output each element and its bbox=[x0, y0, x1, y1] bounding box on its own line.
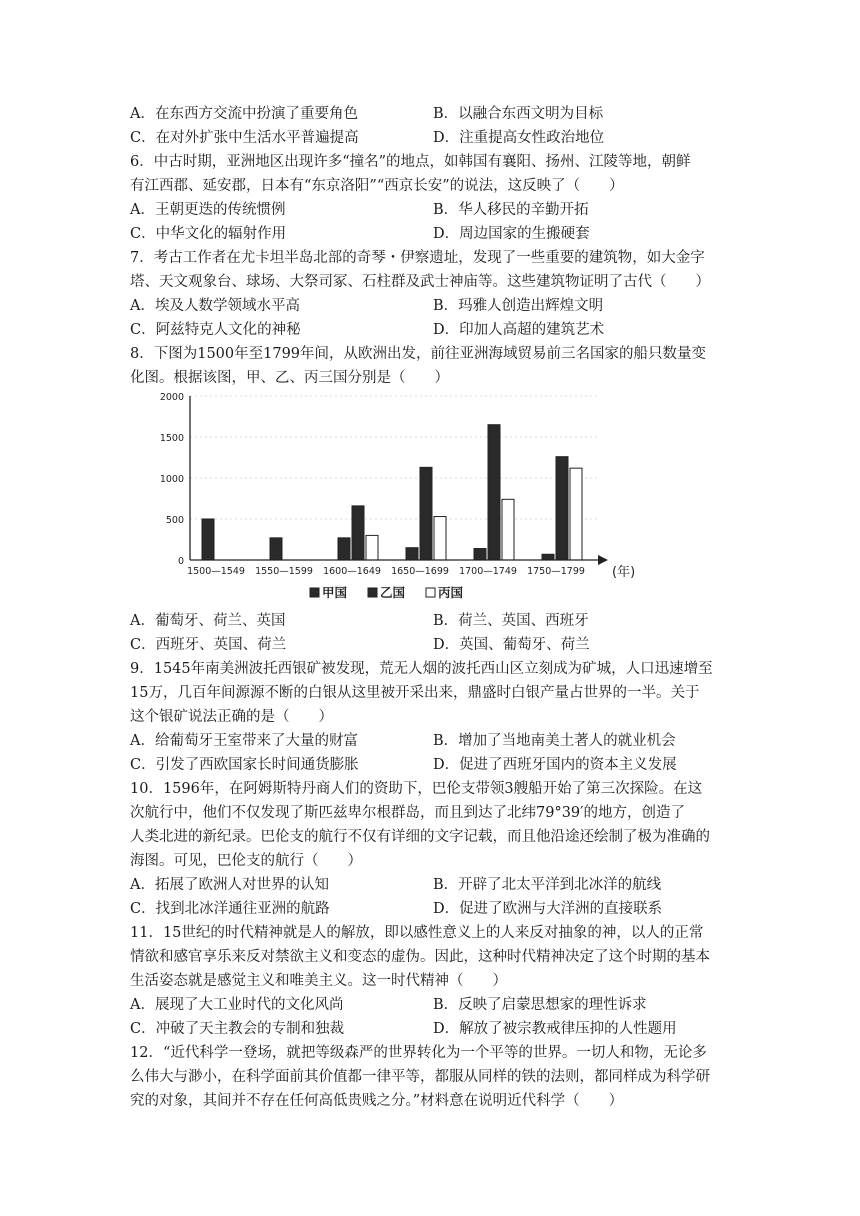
chart-bar-0-3 bbox=[406, 548, 418, 560]
chart-x-tick-label: 1600—1649 bbox=[323, 566, 381, 577]
q8-option-d: D．英国、葡萄牙、荷兰 bbox=[433, 637, 590, 653]
q9-option-c: C．引发了西欧国家长时间通货膨胀 bbox=[130, 757, 359, 773]
chart-x-tick-label: 1700—1749 bbox=[459, 566, 517, 577]
q6-stem-line-1: 6．中古时期，亚洲地区出现许多“撞名”的地点，如韩国有襄阳、扬州、江陵等地，朝鲜 bbox=[130, 154, 691, 170]
q11-stem-line-2: 情欲和感官享乐来反对禁欲主义和变态的虚伪。因此，这种时代精神决定了这个时期的基本 bbox=[130, 949, 710, 965]
q5-option-d: D．注重提高女性政治地位 bbox=[433, 130, 605, 146]
q12-stem-line-3: 究的对象，其间并不存在任何高低贵贱之分。”材料意在说明近代科学（ ） bbox=[130, 1093, 624, 1109]
q11-option-c: C．冲破了天主教会的专制和独裁 bbox=[130, 1021, 345, 1037]
q9-stem-line-1: 9．1545年南美洲波托西银矿被发现，荒无人烟的波托西山区立刻成为矿城，人口迅速增至 bbox=[130, 661, 713, 677]
q6-stem-line-2: 有江西郡、延安郡，日本有“东京洛阳”“西京长安”的说法，这反映了（ ） bbox=[130, 178, 624, 194]
q10-option-c: C．找到北冰洋通往亚洲的航路 bbox=[130, 901, 330, 917]
q9-option-a: A．给葡萄牙王室带来了大量的财富 bbox=[130, 733, 358, 749]
chart-bar-2-3 bbox=[434, 517, 446, 560]
chart-x-tick-label: 1550—1599 bbox=[255, 566, 313, 577]
q10-stem-line-1: 10．1596年，在阿姆斯特丹商人们的资助下，巴伦支带领3艘船开始了第三次探险。在这 bbox=[130, 781, 703, 797]
q11-stem-line-1: 11．15世纪的时代精神就是人的解放，即以感性意义上的人来反对抽象的神，以人的正常 bbox=[130, 925, 704, 941]
chart-y-tick-label: 0 bbox=[177, 556, 184, 567]
chart-bar-0-0 bbox=[202, 519, 214, 560]
chart-legend-label-0: 甲国 bbox=[322, 585, 348, 600]
q9-stem-line-3: 这个银矿说法正确的是（ ） bbox=[130, 709, 333, 725]
q9-option-b: B．增加了当地南美土著人的就业机会 bbox=[433, 733, 676, 749]
q6-option-b: B．华人移民的辛勤开拓 bbox=[433, 202, 589, 218]
chart-y-tick-label: 500 bbox=[165, 515, 184, 526]
q6-option-d: D．周边国家的生搬硬套 bbox=[433, 226, 590, 242]
chart-legend-label-1: 乙国 bbox=[380, 585, 406, 600]
q10-option-b: B．开辟了北太平洋到北冰洋的航线 bbox=[433, 877, 662, 893]
chart-x-tick-label: 1500—1549 bbox=[187, 566, 245, 577]
chart-bar-0-1 bbox=[270, 538, 282, 560]
chart-legend-swatch-0 bbox=[310, 588, 319, 597]
q7-stem-line-2: 塔、天文观象台、球场、大祭司冢、石柱群及武士神庙等。这些建筑物证明了古代（ ） bbox=[130, 274, 710, 290]
chart-legend bbox=[310, 585, 464, 600]
q8-stem-line-1: 8．下图为1500年至1799年间，从欧洲出发，前往亚洲海域贸易前三名国家的船只数量变 bbox=[130, 346, 707, 362]
chart-x-axis-label: (年) bbox=[612, 565, 636, 580]
chart-bars bbox=[202, 425, 582, 560]
q11-option-d: D．解放了被宗教戒律压抑的人性题用 bbox=[433, 1021, 677, 1037]
q7-option-c: C．阿兹特克人文化的神秘 bbox=[130, 322, 301, 338]
chart-bar-0-4 bbox=[474, 549, 486, 560]
chart-legend-swatch-2 bbox=[426, 588, 435, 597]
chart-bar-1-5 bbox=[556, 457, 568, 560]
chart-y-tick-labels bbox=[160, 392, 184, 567]
chart-y-tick-label: 2000 bbox=[159, 392, 184, 403]
q12-stem-line-2: 么伟大与渺小，在科学面前其价值都一律平等，都服从同样的铁的法则，都同样成为科学研 bbox=[130, 1069, 710, 1085]
q11-stem-line-3: 生活姿态就是感觉主义和唯美主义。这一时代精神（ ） bbox=[130, 973, 507, 989]
q7-option-b: B．玛雅人创造出辉煌文明 bbox=[433, 298, 604, 314]
chart-x-tick-labels bbox=[187, 566, 585, 577]
chart-bar-2-5 bbox=[570, 468, 582, 560]
chart-bar-1-3 bbox=[420, 467, 432, 560]
q8-stem-line-2: 化图。根据该图，甲、乙、丙三国分别是（ ） bbox=[130, 370, 449, 386]
q6-option-a: A．王朝更迭的传统惯例 bbox=[130, 202, 286, 218]
q12-stem-line-1: 12．“近代科学一登场，就把等级森严的世界转化为一个平等的世界。一切人和物，无论多 bbox=[130, 1045, 707, 1061]
q11-option-a: A．展现了大工业时代的文化风尚 bbox=[130, 997, 344, 1013]
q9-stem-line-2: 15万，几百年间源源不断的白银从这里被开采出来，鼎盛时白银产量占世界的一半。关于 bbox=[130, 685, 700, 701]
q10-stem-line-2: 次航行中，他们不仅发现了斯匹兹卑尔根群岛，而且到达了北纬79°39′的地方，创造了 bbox=[130, 805, 685, 821]
chart-x-tick-label: 1650—1699 bbox=[391, 566, 449, 577]
q7-option-d: D．印加人高超的建筑艺术 bbox=[433, 322, 605, 338]
chart-bar-1-4 bbox=[488, 425, 500, 560]
q10-stem-line-4: 海图。可见，巴伦支的航行（ ） bbox=[130, 853, 362, 869]
q5-option-a: A．在东西方交流中扮演了重要角色 bbox=[130, 106, 358, 122]
q10-option-d: D．促进了欧洲与大洋洲的直接联系 bbox=[433, 901, 663, 917]
chart-y-tick-label: 1500 bbox=[159, 433, 184, 444]
chart-x-tick-label: 1750—1799 bbox=[527, 566, 585, 577]
chart-x-axis-arrow bbox=[598, 555, 608, 565]
q5-option-c: C．在对外扩张中生活水平普遍提高 bbox=[130, 130, 359, 146]
q8-option-c: C．西班牙、英国、荷兰 bbox=[130, 637, 287, 653]
q6-option-c: C．中华文化的辐射作用 bbox=[130, 226, 287, 242]
chart-gridlines bbox=[190, 396, 598, 519]
chart-bar-1-2 bbox=[352, 506, 364, 560]
ship-count-bar-chart bbox=[150, 386, 650, 606]
q10-stem-line-3: 人类北进的新纪录。巴伦支的航行不仅有详细的文字记载，而且他沿途还绘制了极为准确的 bbox=[130, 829, 710, 845]
chart-legend-label-2: 丙国 bbox=[438, 585, 464, 600]
q7-option-a: A．埃及人数学领域水平高 bbox=[130, 298, 300, 314]
q10-option-a: A．拓展了欧洲人对世界的认知 bbox=[130, 877, 329, 893]
chart-bar-2-4 bbox=[502, 499, 514, 560]
chart-bar-0-2 bbox=[338, 538, 350, 560]
q11-option-b: B．反映了启蒙思想家的理性诉求 bbox=[433, 997, 647, 1013]
q9-option-d: D．促进了西班牙国内的资本主义发展 bbox=[433, 757, 677, 773]
chart-bar-2-2 bbox=[366, 535, 378, 560]
chart-legend-swatch-1 bbox=[368, 588, 377, 597]
q7-stem-line-1: 7．考古工作者在尤卡坦半岛北部的奇琴・伊察遗址，发现了一些重要的建筑物，如大金字 bbox=[130, 250, 705, 266]
q5-option-b: B．以融合东西文明为目标 bbox=[433, 106, 604, 122]
chart-y-tick-label: 1000 bbox=[159, 474, 184, 485]
q8-option-a: A．葡萄牙、荷兰、英国 bbox=[130, 613, 286, 629]
chart-bar-0-5 bbox=[542, 554, 554, 560]
q8-option-b: B．荷兰、英国、西班牙 bbox=[433, 613, 589, 629]
